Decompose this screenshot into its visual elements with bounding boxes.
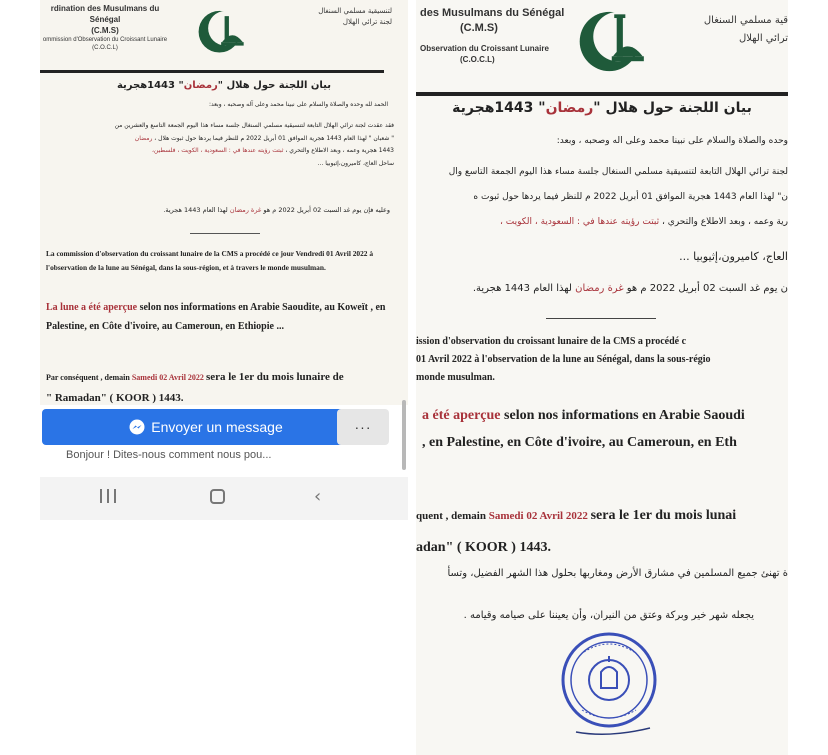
org-header-ar: قية مسلمي السنغال ترائي الهلال bbox=[703, 15, 788, 44]
statement-title: بيان اللجنة حول هلال "رمضان" 1443هجرية bbox=[116, 80, 332, 91]
section-separator bbox=[546, 318, 656, 319]
org-header-ar: لتنسيقية مسلمي السنغال لجنة ترائي الهلال bbox=[318, 7, 392, 27]
messenger-action-bar bbox=[40, 405, 408, 477]
official-stamp-icon bbox=[554, 622, 664, 742]
back-chevron-icon[interactable]: ‹ bbox=[314, 486, 322, 507]
send-message-label: Envoyer un message bbox=[151, 419, 283, 435]
arabic-intro: الحمد لله وحده والصلاة والسلام على نبينا محمد وعلى آله وصحبه ، وبعد: bbox=[208, 101, 388, 108]
arabic-intro: وحده والصلاة والسلام على نبينا محمد وعلى آله وصحبه ، وبعد: bbox=[556, 136, 788, 146]
statement-title: بيان اللجنة حول هلال "رمضان" 1443هجرية bbox=[452, 100, 752, 116]
arabic-body-end: العاج، كاميرون،إثيوبيا ... bbox=[679, 250, 788, 263]
home-icon[interactable] bbox=[210, 489, 225, 504]
arabic-body: لجنة ترائي الهلال التابعة لتنسيقية مسلمي السنغال جلسة مساء هذا اليوم الجمعة التاسع وال ن" لهذا العام 1443 هجرية الموافق 01 أبريل 2022 م للنظر فيما يردها حول ثبوت ه رية وعمه ، وبعد الاطلاع والتحري ، ثبتت رؤيته عندها في : السعودية ، الكويت ، bbox=[448, 167, 788, 227]
arabic-closing-1: ة تهنئ جميع المسلمين في مشارق الأرض ومغاربها بحلول هذا الشهر الفضيل، وتسأ bbox=[447, 568, 788, 579]
arabic-decision: وعليه فإن يوم غد السبت 02 أبريل 2022 م هو غرة رمضان لهذا العام 1443 هجرية. bbox=[163, 206, 390, 214]
android-nav-bar bbox=[40, 477, 408, 520]
section-separator bbox=[190, 233, 260, 234]
scrollbar[interactable] bbox=[402, 400, 406, 470]
french-paragraph-1: La commission d'observation du croissant lunaire de la CMS a procédé ce jour Vendredi 01 Avril 2022 à l'observation de la lune au Sénégal, dans la sous-région, et à travers le monde musulman. bbox=[46, 249, 374, 273]
zoomed-document-photo bbox=[416, 0, 788, 755]
arabic-decision: ن يوم غد السبت 02 أبريل 2022 م هو غرة رمضان لهذا العام 1443 هجرية. bbox=[472, 283, 788, 294]
message-hint-text: Bonjour ! Dites-nous comment nous pou... bbox=[66, 449, 272, 461]
crescent-mosque-logo-icon bbox=[195, 4, 249, 56]
arabic-body: فقد عقدت لجنة ترائي الهلال التابعة لتنسيقية مسلمي السنغال جلسة مساء هذا اليوم الجمعة التاسع والعشرين من " شعبان " لهذا العام 1443 هجرية الموافق 01 أبريل 2022 م للنظر فيما يردها حول ثبوت هلال ، رمضان 1443 هجرية وعمه ، وبعد الاطلاع والتحري ، ثبتت رؤيته عندها في : السعودية ، الكويت ، فلسطين، ساحل العاج، كاميرون،إثيوبيا ... bbox=[114, 122, 394, 167]
header-divider bbox=[416, 92, 788, 96]
messenger-icon bbox=[129, 419, 145, 435]
crescent-mosque-logo-icon bbox=[576, 2, 650, 76]
arabic-closing-2: يجعله شهر خير وبركة وعتق من النيران، وأن يعيننا على صيامه وقيامه . bbox=[463, 610, 754, 621]
document-photo bbox=[40, 0, 408, 405]
send-message-button[interactable] bbox=[42, 409, 370, 445]
org-header-fr: rdination des Musulmans du Sénégal (C.M.S) ommission d'Observation du Croissant Lunaire (C.O.C.L) bbox=[42, 4, 168, 52]
header-divider bbox=[40, 70, 384, 73]
recent-apps-icon[interactable] bbox=[100, 489, 116, 503]
french-paragraph-3: Par conséquent , demain Samedi 02 Avril 2022 sera le 1er du mois lunaire de " Ramadan" ( KOOR ) 1443. bbox=[46, 371, 344, 404]
phone-screenshot bbox=[40, 0, 408, 520]
more-options-button[interactable]: ··· bbox=[337, 409, 389, 445]
french-paragraph-3: quent , demain Samedi 02 Avril 2022 sera le 1er du mois lunai adan" ( KOOR ) 1443. bbox=[416, 508, 737, 556]
french-paragraph-2: a été aperçue selon nos informations en Arabie Saoudi , en Palestine, en Côte d'ivoire, au Cameroun, en Eth bbox=[422, 408, 745, 450]
french-paragraph-1: ission d'observation du croissant lunaire de la CMS a procédé c 01 Avril 2022 à l'observation de la lune au Sénégal, dans la sous-régio monde musulman. bbox=[416, 336, 711, 383]
org-header-fr: des Musulmans du Sénégal (C.M.S) Observation du Croissant Lunaire (C.O.C.L) bbox=[420, 7, 565, 64]
french-paragraph-2: La lune a été aperçue selon nos informations en Arabie Saoudite, au Koweït , en Palestine, en Côte d'ivoire, au Cameroun, en Ethiopie ... bbox=[46, 302, 386, 332]
